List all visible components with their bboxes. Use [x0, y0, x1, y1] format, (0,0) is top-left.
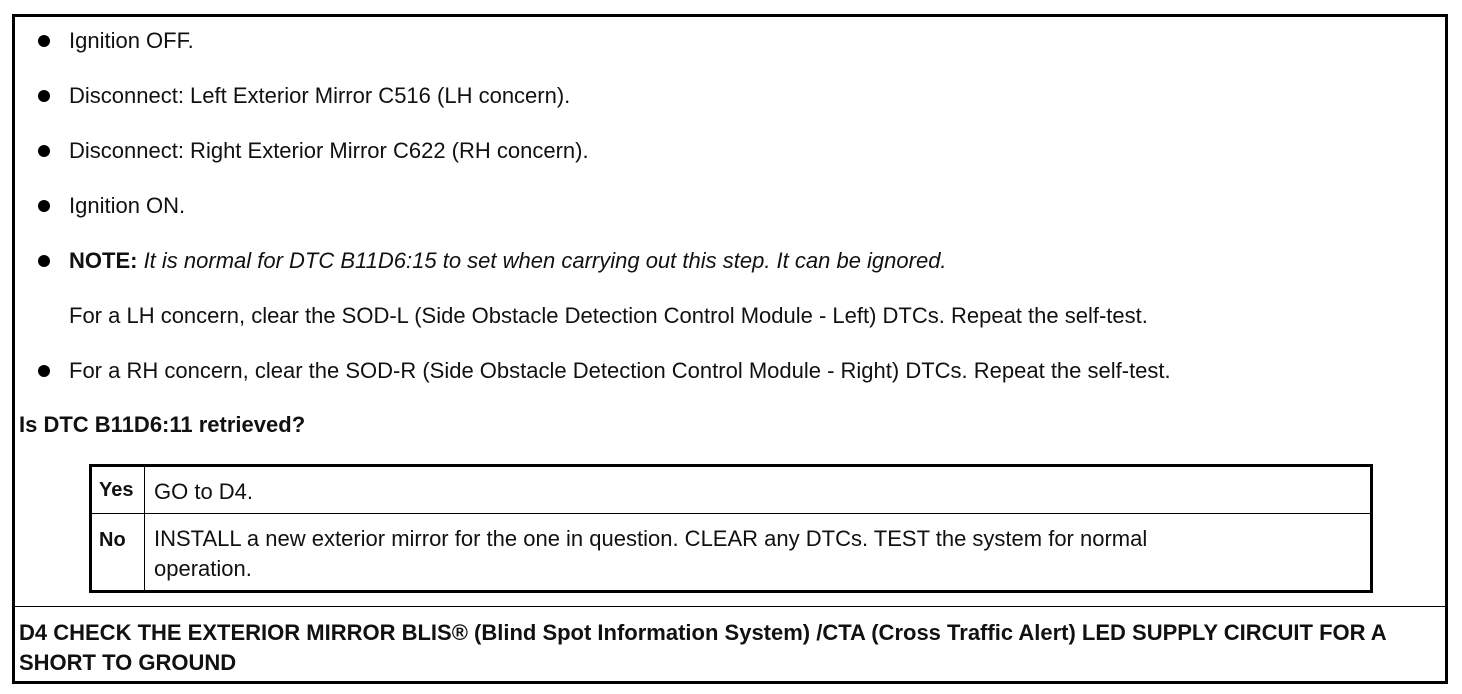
step-ignition-on: Ignition ON. [69, 193, 186, 218]
answer-yes-key: Yes [99, 479, 134, 501]
table-divider [92, 513, 1370, 514]
note-label: NOTE: [69, 248, 138, 273]
answer-yes-action: GO to D4. [154, 479, 254, 504]
bullet-icon [38, 90, 50, 102]
bullet-icon [38, 200, 50, 212]
bullet-icon [38, 365, 50, 377]
bullet-icon [38, 255, 50, 267]
step-disconnect-right: Disconnect: Right Exterior Mirror C622 (RH concern). [69, 138, 589, 163]
note-line [69, 248, 947, 274]
next-step-heading: D4 CHECK THE EXTERIOR MIRROR BLIS® (Blind Spot Information System) /CTA (Cross Traffic Alert) LED SUPPLY CIRCUIT FOR A SHORT TO GROUND [19, 620, 1386, 675]
bullet-icon [38, 35, 50, 47]
table-divider [144, 467, 145, 590]
answer-no-key: No [99, 529, 126, 551]
step-rh-clear: For a RH concern, clear the SOD-R (Side Obstacle Detection Control Module - Right) DTCs. Repeat the self-test. [69, 358, 1171, 383]
bullet-icon [38, 145, 50, 157]
note-text: It is normal for DTC B11D6:15 to set when carrying out this step. It can be ignored. [137, 248, 947, 273]
step-ignition-off: Ignition OFF. [69, 28, 194, 53]
answer-no-action: INSTALL a new exterior mirror for the one in question. CLEAR any DTCs. TEST the system for normal operation. [154, 526, 1148, 581]
question: Is DTC B11D6:11 retrieved? [19, 412, 306, 437]
section-divider [15, 606, 1445, 607]
step-disconnect-left: Disconnect: Left Exterior Mirror C516 (LH concern). [69, 83, 571, 108]
step-lh-clear: For a LH concern, clear the SOD-L (Side Obstacle Detection Control Module - Left) DTCs. Repeat the self-test. [69, 303, 1148, 328]
